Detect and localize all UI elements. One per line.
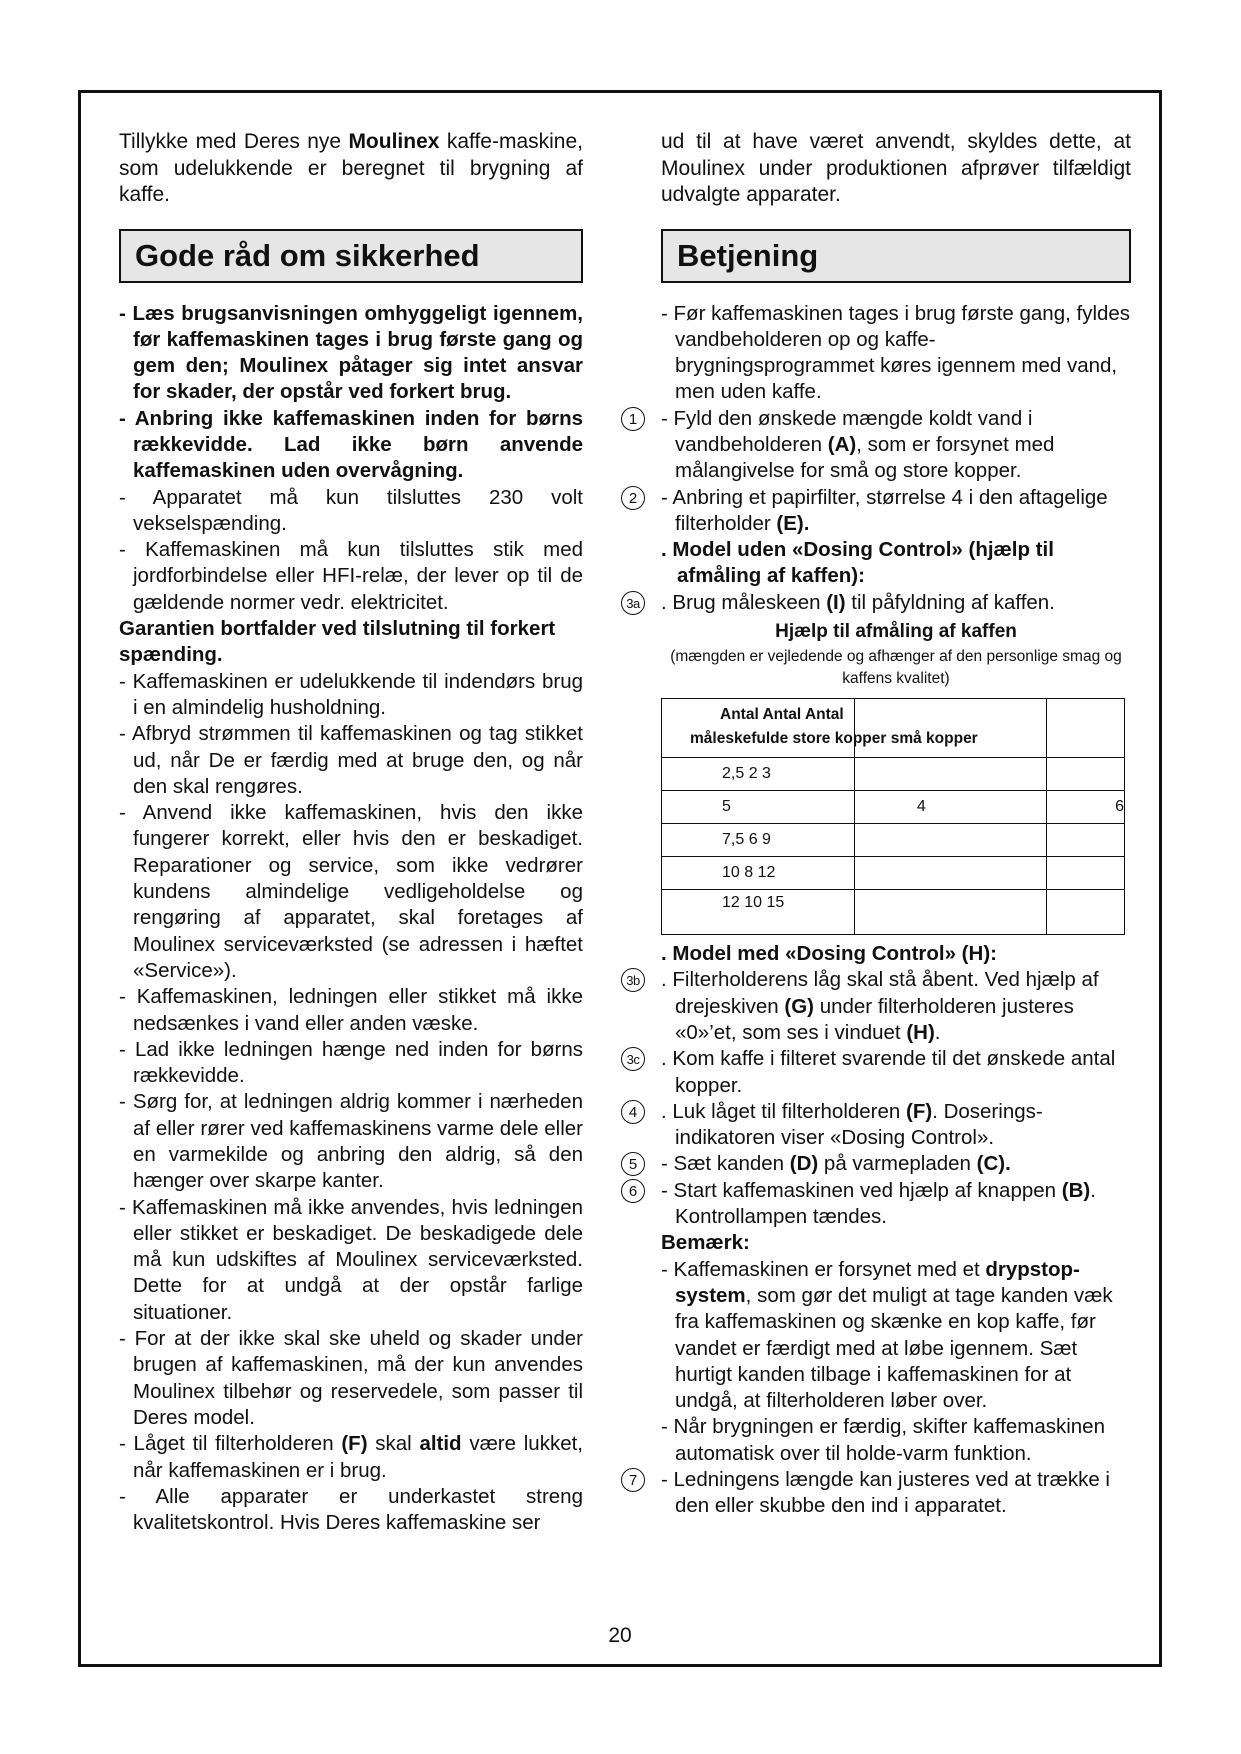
text-run: . Kom kaffe i filteret svarende til det ønskede antal kopper. [661,1047,1116,1097]
table-cell [854,824,1046,857]
step-number-icon: 7 [621,1468,645,1492]
intro-text: Tillykke med Deres nye [119,130,349,153]
safety-item: - Alle apparater er underkastet streng kvalitetskontrol. Hvis Deres kaffemaskine ser [119,1484,583,1535]
table-cell: 5 [662,791,855,824]
text-run: , som er forsynet med målangivelse for små og store kopper. [675,432,1055,483]
safety-item: - Anvend ikke kaffemaskinen, hvis den ikke fungerer korrekt, eller hvis den er beskadiget. Reparationer og service, som ikke vedrører kundens almindelige vedligeholdelse og rengøring af apparatet, skal foretages af Moulinex serviceværksted (se adressen i hæftet «Service»). [119,801,583,982]
text-run: - Start kaffemaskinen ved hjælp af knappen [661,1178,1062,1202]
text-run: . Filterholderens låg skal stå åbent. Ved hjælp af drejeskiven [661,968,1099,1018]
text-run: (D) [789,1152,819,1176]
intro-text: kaffe-maskine, som udelukkende er beregnet til brygning af kaffe. [119,130,583,206]
step-number-icon: 5 [621,1152,645,1176]
safety-item: - Lad ikke ledningen hænge ned inden for børns rækkevidde. [119,1037,583,1088]
table-cell [854,890,1046,935]
note-dripstop [661,1257,1131,1415]
step-number-icon: 1 [621,407,645,431]
table-header-cell [662,699,978,758]
text-run: til påfyldning af kaffen. [845,590,1055,614]
text-run: (H) [906,1020,935,1044]
safety-item: - Kaffemaskinen må kun tilsluttes stik med jordforbindelse eller HFI-relæ, der lever op til de gældende normer vedr. elektricitet. [119,538,583,614]
text-run: . Doserings-indikatoren viser «Dosing Control». [675,1099,1043,1150]
table-cell [854,758,1046,791]
text-run: være lukket, når kaffemaskinen er i brug. [133,1432,583,1482]
right-column [626,129,1131,1520]
text-run: (I) [826,590,846,614]
table-row [662,791,1125,824]
text-run: under filterholderen justeres «0»’et, som ses i vinduet [675,994,1074,1044]
table-cell: 12 10 15 [662,890,855,935]
text-run: skal [367,1432,420,1456]
table-cell [1047,890,1125,935]
table-header-cell [1047,699,1125,758]
model-without-heading: . Model uden «Dosing Control» (hjælp til afmåling af kaffen): [661,538,1054,588]
safety-item: - Anbring ikke kaffemaskinen inden for børns rækkevidde. Lad ikke børn anvende kaffemaskinen uden overvågning. [119,406,583,483]
text-run: , som gør det muligt at tage kanden væk fra kaffemaskinen og skænke en kop kaffe, før vandet er færdigt med at løbe igennem. Sæt hurtigt kanden tilbage i kaffemaskinen for at undgå, at filterholderen løber over. [675,1283,1113,1413]
text-run: (B) [1061,1178,1091,1202]
table-cell [1047,824,1125,857]
text-run: (F) [341,1432,368,1456]
step-3b [626,967,1131,1046]
left-column [119,129,583,1536]
text-run: . [934,1020,941,1044]
section-title-safety: Gode råd om sikkerhed [119,229,583,283]
step-number-icon: 3c [621,1047,645,1071]
table-cell: 10 8 12 [662,857,855,890]
text-run: (C). [976,1152,1011,1176]
step-1 [628,406,1131,485]
table-cell: 2,5 2 3 [662,758,855,791]
table-header-line: Antal Antal Antal [720,706,844,724]
text-run: - Fyld den ønskede mængde koldt vand i vandbeholderen [661,406,1033,456]
table-note: (mængden er vejledende og afhænger af den personlige smag og kaffens kvalitet) [670,648,1122,688]
page-number: 20 [608,1624,632,1647]
text-run: - Kaffemaskinen er forsynet med et [661,1257,986,1281]
safety-item-lid [119,1431,583,1484]
table-cell: 7,5 6 9 [662,824,855,857]
text-run: - Anbring et papirfilter, størrelse 4 i den aftagelige filterholder [661,485,1108,535]
table-title: Hjælp til afmåling af kaffen [775,621,1017,643]
dosing-table [661,698,1125,935]
table-cell [1047,758,1125,791]
text-run: på varmepladen [818,1152,977,1176]
table-cell [1047,857,1125,890]
text-run: drypstop-system [675,1257,1080,1307]
step-3a [626,590,1131,616]
safety-list [119,301,583,1537]
text-run: . Brug måleskeen [661,590,827,614]
table-row [662,824,1125,857]
text-run: (G) [784,994,814,1018]
text-run: (E). [776,511,810,535]
safety-item: - Afbryd strømmen til kaffemaskinen og tag stikket ud, når De er færdig med at bruge den, og når den skal rengøres. [119,722,583,798]
section-title-operation: Betjening [661,229,1131,283]
safety-item: - Kaffemaskinen er udelukkende til indendørs brug i en almindelig husholdning. [119,669,583,719]
text-run: - Låget til filterholderen [119,1432,342,1456]
table-row [662,758,1125,791]
safety-item: - Kaffemaskinen, ledningen eller stikket må ikke nedsænkes i vand eller anden væske. [119,985,583,1035]
safety-item: - Apparatet må kun tilsluttes 230 volt vekselspænding. [119,485,583,535]
safety-item: - Læs brugsanvisningen omhyggeligt igennem, før kaffemaskinen tages i brug første gang og gem den; Moulinex påtager sig intet ansvar for skader, der opstår ved forkert brug. [119,301,583,404]
table-cell [854,857,1046,890]
table-row [662,857,1125,890]
text-run: (A) [827,432,857,456]
note-keep-warm: - Når brygningen er færdig, skifter kaffemaskinen automatisk over til holde-varm funktion. [661,1415,1105,1465]
step-number-icon: 4 [621,1100,645,1124]
text-run: altid [419,1432,462,1456]
text-run: - Sæt kanden [661,1152,790,1176]
first-use-step: - Før kaffemaskinen tages i brug første gang, fyldes vandbeholderen op og kaffe-brygningsprogrammet køres igennem med vand, men uden kaffe. [661,301,1131,404]
step-4 [628,1099,1131,1152]
operation-list [626,301,1131,1520]
table-row [662,890,1125,935]
table-cell: 4 [854,791,1046,824]
step-6 [628,1178,1131,1231]
step-number-icon: 3b [621,968,645,992]
model-with-heading: . Model med «Dosing Control» (H): [661,942,997,966]
step-number-icon: 3a [621,591,645,615]
text-run: . Luk låget til filterholderen [661,1099,906,1123]
step-number-icon: 6 [621,1179,645,1203]
step-5 [628,1151,1131,1177]
text-run: - Ledningens længde kan justeres ved at trække i den eller skubbe den ind i apparatet. [661,1468,1110,1518]
brand-name: Moulinex [348,130,440,153]
step-number-icon: 2 [621,486,645,510]
step-7 [628,1467,1131,1520]
text-run: . Kontrollampen tændes. [675,1178,1096,1229]
safety-item: - Sørg for, at ledningen aldrig kommer i nærheden af eller rører ved kaffemaskinens varme dele eller en varmekilde og anbring den aldrig, så den hænger over skarpe kanter. [119,1090,583,1193]
step-3c [626,1046,1131,1099]
safety-item: - Kaffemaskinen må ikke anvendes, hvis ledningen eller stikket er beskadiget. De beskadigede dele må kun udskiftes af Moulinex serviceværksted. Dette for at undgå at der opstår farlige situationer. [119,1195,583,1324]
table-header-line: måleskefulde store kopper små kopper [690,730,978,748]
table-header-row [662,699,1125,758]
step-2 [628,485,1131,538]
table-cell: 6 [1047,791,1125,824]
page-frame [78,90,1162,1667]
intro-left [119,129,583,209]
intro-right: ud til at have været anvendt, skyldes dette, at Moulinex under produktionen afprøver tilfældigt udvalgte apparater. [661,130,1131,206]
text-run: (F) [906,1099,933,1123]
warranty-note: Garantien bortfalder ved tilslutning til forkert spænding. [119,617,556,667]
safety-item: - For at der ikke skal ske uheld og skader under brugen af kaffemaskinen, må der kun anvendes Moulinex tilbehør og reservedele, som passer til Deres model. [119,1327,583,1429]
note-label: Bemærk: [661,1231,750,1255]
